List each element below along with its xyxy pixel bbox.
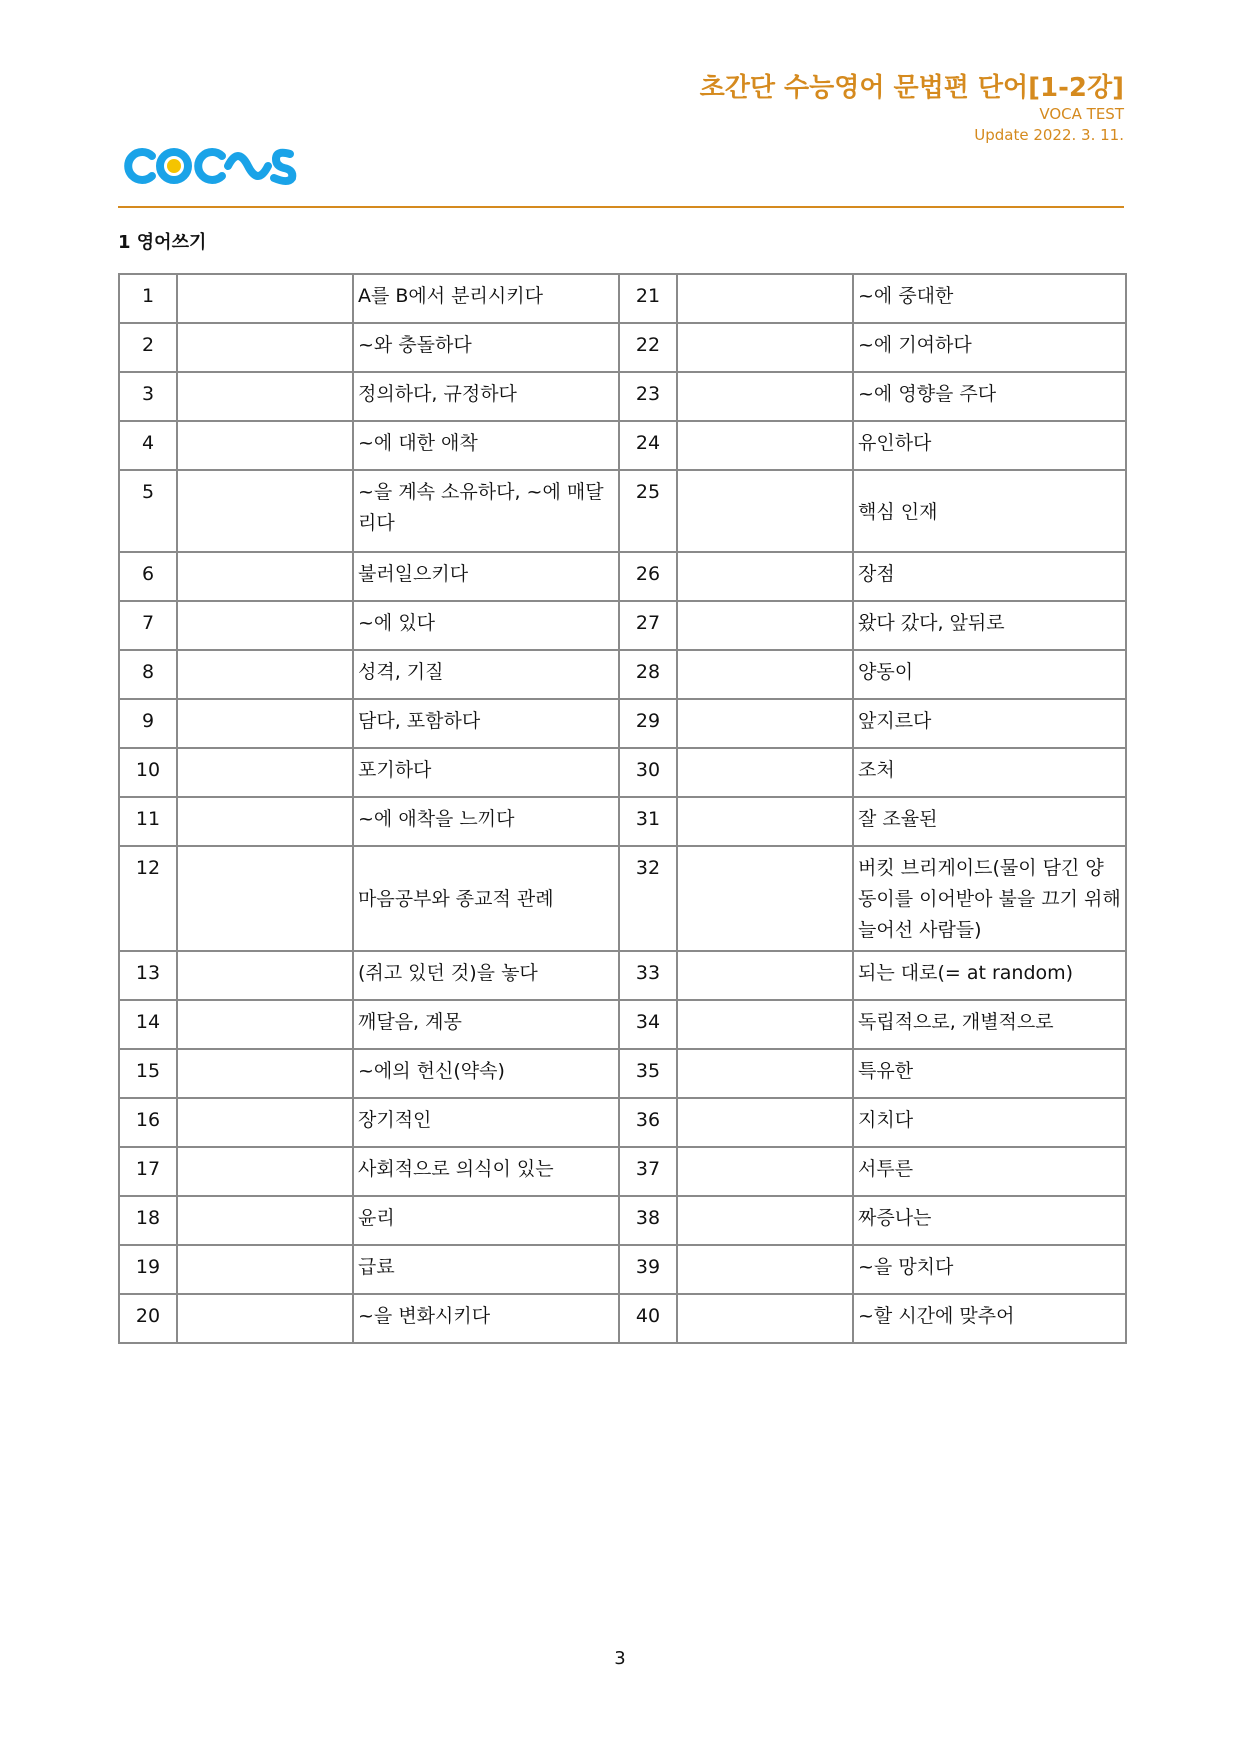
update-date: Update 2022. 3. 11. [974, 126, 1124, 144]
meaning-cell: ~을 망치다 [853, 1245, 1126, 1294]
table-row [119, 748, 1126, 797]
table-row [119, 1245, 1126, 1294]
meaning-cell: ~에 애착을 느끼다 [353, 797, 619, 846]
answer-cell[interactable] [177, 1147, 353, 1196]
answer-cell[interactable] [677, 470, 853, 552]
meaning-cell: ~할 시간에 맞추어 [853, 1294, 1126, 1343]
item-number: 10 [119, 748, 177, 797]
meaning-cell: 사회적으로 의식이 있는 [353, 1147, 619, 1196]
answer-cell[interactable] [677, 1196, 853, 1245]
meaning-cell: 양동이 [853, 650, 1126, 699]
table-row [119, 1294, 1126, 1343]
item-number: 20 [119, 1294, 177, 1343]
item-number: 3 [119, 372, 177, 421]
answer-cell[interactable] [177, 1000, 353, 1049]
meaning-cell: 깨달음, 계몽 [353, 1000, 619, 1049]
meaning-cell: 핵심 인재 [853, 470, 1126, 552]
item-number: 21 [619, 274, 677, 323]
answer-cell[interactable] [177, 1294, 353, 1343]
meaning-cell: 서투른 [853, 1147, 1126, 1196]
meaning-cell: 지치다 [853, 1098, 1126, 1147]
meaning-cell: A를 B에서 분리시키다 [353, 274, 619, 323]
item-number: 12 [119, 846, 177, 951]
answer-cell[interactable] [677, 797, 853, 846]
table-row [119, 470, 1126, 552]
table-row [119, 323, 1126, 372]
item-number: 31 [619, 797, 677, 846]
page-number: 3 [614, 1648, 626, 1669]
answer-cell[interactable] [677, 1147, 853, 1196]
meaning-cell: ~에 중대한 [853, 274, 1126, 323]
answer-cell[interactable] [177, 699, 353, 748]
item-number: 16 [119, 1098, 177, 1147]
logo-text: cacos [118, 188, 124, 190]
meaning-cell: 유인하다 [853, 421, 1126, 470]
answer-cell[interactable] [177, 552, 353, 601]
vocab-table-body [119, 274, 1126, 1343]
table-row [119, 846, 1126, 951]
table-row [119, 650, 1126, 699]
header-divider [118, 206, 1124, 208]
answer-cell[interactable] [677, 748, 853, 797]
answer-cell[interactable] [677, 421, 853, 470]
answer-cell[interactable] [177, 470, 353, 552]
table-row [119, 421, 1126, 470]
item-number: 17 [119, 1147, 177, 1196]
meaning-cell: 버킷 브리게이드(물이 담긴 양동이를 이어받아 불을 끄기 위해 늘어선 사람들) [853, 846, 1126, 951]
answer-cell[interactable] [677, 846, 853, 951]
document-title: 초간단 수능영어 문법편 단어[1-2강] [699, 73, 1124, 103]
table-row [119, 951, 1126, 1000]
answer-cell[interactable] [677, 274, 853, 323]
answer-cell[interactable] [177, 372, 353, 421]
answer-cell[interactable] [677, 323, 853, 372]
item-number: 25 [619, 470, 677, 552]
meaning-cell: ~에 대한 애착 [353, 421, 619, 470]
item-number: 14 [119, 1000, 177, 1049]
item-number: 4 [119, 421, 177, 470]
cacos-logo [118, 142, 298, 190]
answer-cell[interactable] [177, 797, 353, 846]
answer-cell[interactable] [177, 1245, 353, 1294]
item-number: 2 [119, 323, 177, 372]
meaning-cell: 짜증나는 [853, 1196, 1126, 1245]
table-row [119, 1147, 1126, 1196]
answer-cell[interactable] [677, 650, 853, 699]
item-number: 1 [119, 274, 177, 323]
meaning-cell: ~을 계속 소유하다, ~에 매달리다 [353, 470, 619, 552]
item-number: 19 [119, 1245, 177, 1294]
table-row [119, 552, 1126, 601]
document-subtitle: VOCA TEST [1039, 105, 1124, 123]
item-number: 38 [619, 1196, 677, 1245]
item-number: 15 [119, 1049, 177, 1098]
table-row [119, 1098, 1126, 1147]
meaning-cell: ~와 충돌하다 [353, 323, 619, 372]
meaning-cell: 담다, 포함하다 [353, 699, 619, 748]
meaning-cell: 윤리 [353, 1196, 619, 1245]
meaning-cell: ~에 있다 [353, 601, 619, 650]
meaning-cell: (쥐고 있던 것)을 놓다 [353, 951, 619, 1000]
answer-cell[interactable] [677, 1049, 853, 1098]
answer-cell[interactable] [177, 1098, 353, 1147]
table-row [119, 1000, 1126, 1049]
answer-cell[interactable] [177, 1196, 353, 1245]
meaning-cell: 장점 [853, 552, 1126, 601]
item-number: 36 [619, 1098, 677, 1147]
meaning-cell: 되는 대로(= at random) [853, 951, 1126, 1000]
item-number: 5 [119, 470, 177, 552]
meaning-cell: ~에 영향을 주다 [853, 372, 1126, 421]
answer-cell[interactable] [177, 748, 353, 797]
item-number: 30 [619, 748, 677, 797]
answer-cell[interactable] [677, 1294, 853, 1343]
answer-cell[interactable] [177, 846, 353, 951]
table-row [119, 699, 1126, 748]
meaning-cell: ~을 변화시키다 [353, 1294, 619, 1343]
answer-cell[interactable] [177, 951, 353, 1000]
answer-cell[interactable] [177, 421, 353, 470]
item-number: 35 [619, 1049, 677, 1098]
item-number: 26 [619, 552, 677, 601]
item-number: 7 [119, 601, 177, 650]
answer-cell[interactable] [177, 323, 353, 372]
item-number: 37 [619, 1147, 677, 1196]
item-number: 23 [619, 372, 677, 421]
item-number: 8 [119, 650, 177, 699]
answer-cell[interactable] [177, 601, 353, 650]
table-row [119, 372, 1126, 421]
item-number: 27 [619, 601, 677, 650]
meaning-cell: 독립적으로, 개별적으로 [853, 1000, 1126, 1049]
item-number: 9 [119, 699, 177, 748]
table-row [119, 1196, 1126, 1245]
meaning-cell: ~에의 헌신(약속) [353, 1049, 619, 1098]
answer-cell[interactable] [177, 1049, 353, 1098]
table-row [119, 797, 1126, 846]
item-number: 22 [619, 323, 677, 372]
item-number: 39 [619, 1245, 677, 1294]
item-number: 28 [619, 650, 677, 699]
item-number: 11 [119, 797, 177, 846]
item-number: 29 [619, 699, 677, 748]
answer-cell[interactable] [677, 1098, 853, 1147]
meaning-cell: 불러일으키다 [353, 552, 619, 601]
document-header [700, 72, 1124, 146]
item-number: 34 [619, 1000, 677, 1049]
item-number: 18 [119, 1196, 177, 1245]
item-number: 24 [619, 421, 677, 470]
section-heading: 1 영어쓰기 [118, 232, 207, 253]
meaning-cell: ~에 기여하다 [853, 323, 1126, 372]
meaning-cell: 조처 [853, 748, 1126, 797]
meaning-cell: 잘 조율된 [853, 797, 1126, 846]
answer-cell[interactable] [677, 699, 853, 748]
answer-cell[interactable] [677, 1245, 853, 1294]
item-number: 6 [119, 552, 177, 601]
meaning-cell: 성격, 기질 [353, 650, 619, 699]
meaning-cell: 마음공부와 종교적 관례 [353, 846, 619, 951]
answer-cell[interactable] [677, 951, 853, 1000]
table-row [119, 601, 1126, 650]
item-number: 40 [619, 1294, 677, 1343]
table-row [119, 1049, 1126, 1098]
answer-cell[interactable] [677, 552, 853, 601]
answer-cell[interactable] [677, 601, 853, 650]
meaning-cell: 왔다 갔다, 앞뒤로 [853, 601, 1126, 650]
vocab-table [118, 273, 1127, 1344]
meaning-cell: 정의하다, 규정하다 [353, 372, 619, 421]
meaning-cell: 앞지르다 [853, 699, 1126, 748]
answer-cell[interactable] [177, 274, 353, 323]
answer-cell[interactable] [177, 650, 353, 699]
meaning-cell: 특유한 [853, 1049, 1126, 1098]
item-number: 33 [619, 951, 677, 1000]
answer-cell[interactable] [677, 1000, 853, 1049]
item-number: 13 [119, 951, 177, 1000]
meaning-cell: 장기적인 [353, 1098, 619, 1147]
meaning-cell: 급료 [353, 1245, 619, 1294]
answer-cell[interactable] [677, 372, 853, 421]
meaning-cell: 포기하다 [353, 748, 619, 797]
table-row [119, 274, 1126, 323]
item-number: 32 [619, 846, 677, 951]
